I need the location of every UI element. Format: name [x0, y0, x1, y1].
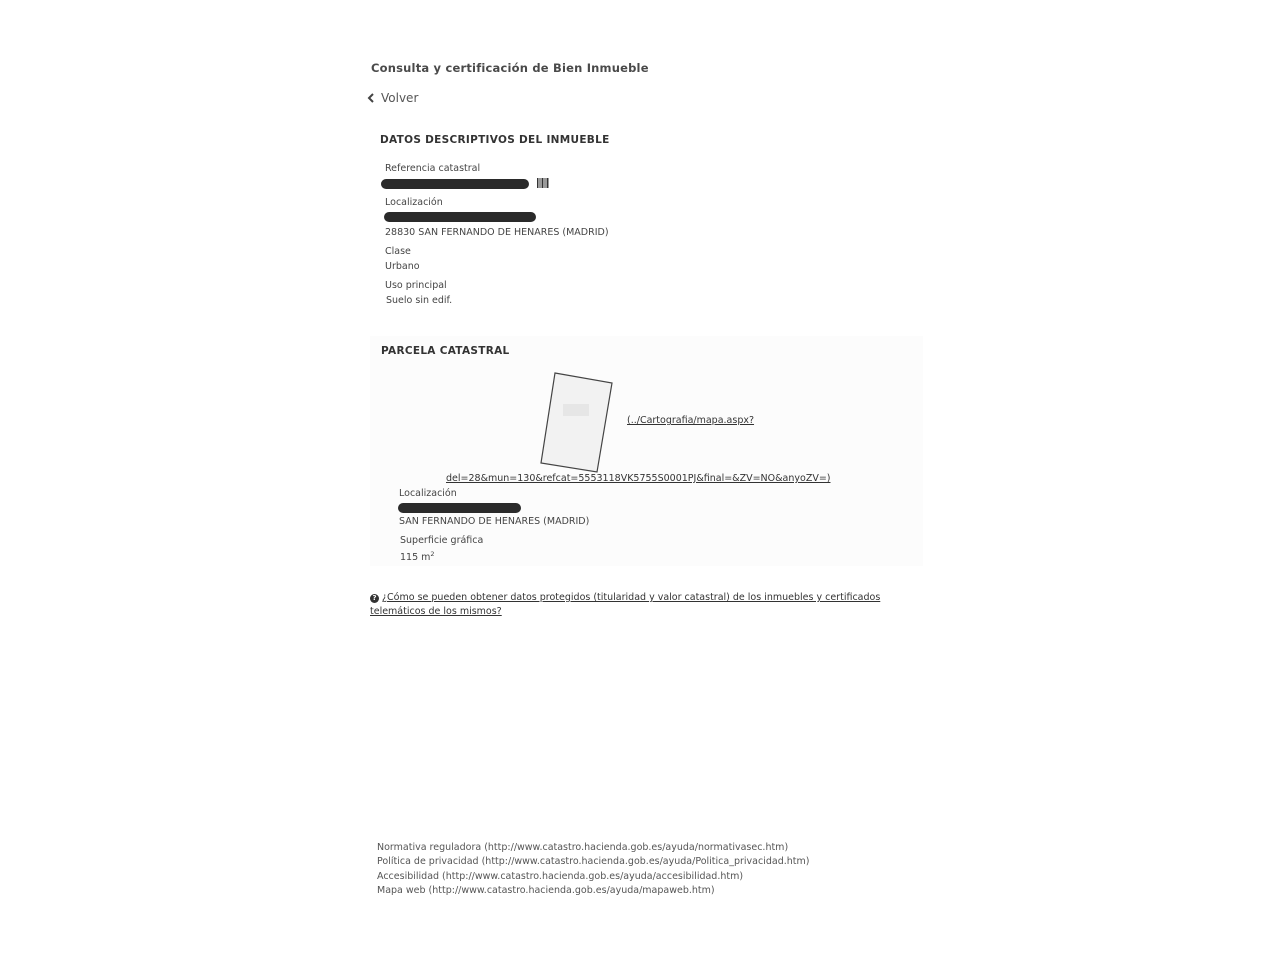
surface-label: Superficie gráfica: [400, 535, 484, 546]
back-link[interactable]: [367, 91, 418, 105]
clase-label: Clase: [385, 246, 411, 257]
ref-catastral-value-redacted: [381, 179, 529, 189]
footer-link-accesibilidad[interactable]: Accesibilidad (http://www.catastro.hacienda.gob.es/ayuda/accesibilidad.htm): [377, 870, 744, 882]
chevron-left-icon: [367, 93, 375, 103]
page-title: Consulta y certificación de Bien Inmueble: [371, 61, 649, 75]
parcel-city: SAN FERNANDO DE HENARES (MADRID): [399, 516, 590, 527]
parcel-street-redacted: [398, 503, 521, 513]
map-link-part2[interactable]: del=28&mun=130&refcat=5553118VK5755S0001PJ&final=&ZV=NO&anyoZV=): [446, 473, 831, 484]
parcel-section: [370, 336, 923, 566]
descriptive-heading: DATOS DESCRIPTIVOS DEL INMUEBLE: [380, 134, 610, 146]
parcel-heading: PARCELA CATASTRAL: [381, 345, 510, 357]
uso-principal-label: Uso principal: [385, 280, 447, 291]
localizacion-street-redacted: [384, 212, 536, 222]
ref-catastral-label: Referencia catastral: [385, 163, 481, 174]
map-link-part1[interactable]: (../Cartografia/mapa.aspx?: [627, 415, 755, 426]
protected-data-help-link[interactable]: ¿Cómo se pueden obtener datos protegidos (titularidad y valor catastral) de los inmuebles y certificados telemáticos de los mismos?: [370, 592, 881, 617]
uso-principal-value: Suelo sin edif.: [386, 295, 453, 306]
parcel-map-thumbnail[interactable]: [538, 370, 614, 476]
parcel-localizacion-label: Localización: [399, 488, 457, 499]
footer-link-mapa-web[interactable]: Mapa web (http://www.catastro.hacienda.gob.es/ayuda/mapaweb.htm): [377, 884, 715, 896]
footer-links: [377, 841, 809, 898]
localizacion-label: Localización: [385, 197, 443, 208]
back-link-label: Volver: [381, 91, 419, 105]
clase-value: Urbano: [385, 261, 420, 272]
localizacion-city: 28830 SAN FERNANDO DE HENARES (MADRID): [385, 227, 609, 238]
barcode-icon[interactable]: [537, 177, 549, 189]
footer-link-normativa[interactable]: Normativa reguladora (http://www.catastro.hacienda.gob.es/ayuda/normativasec.htm): [377, 842, 789, 853]
protected-data-help: [370, 591, 915, 619]
surface-value: 115 $m^2$: [400, 550, 435, 564]
question-circle-icon: ?: [370, 594, 379, 603]
footer-link-privacidad[interactable]: Política de privacidad (http://www.catastro.hacienda.gob.es/ayuda/Politica_privacidad.htm): [377, 856, 810, 868]
